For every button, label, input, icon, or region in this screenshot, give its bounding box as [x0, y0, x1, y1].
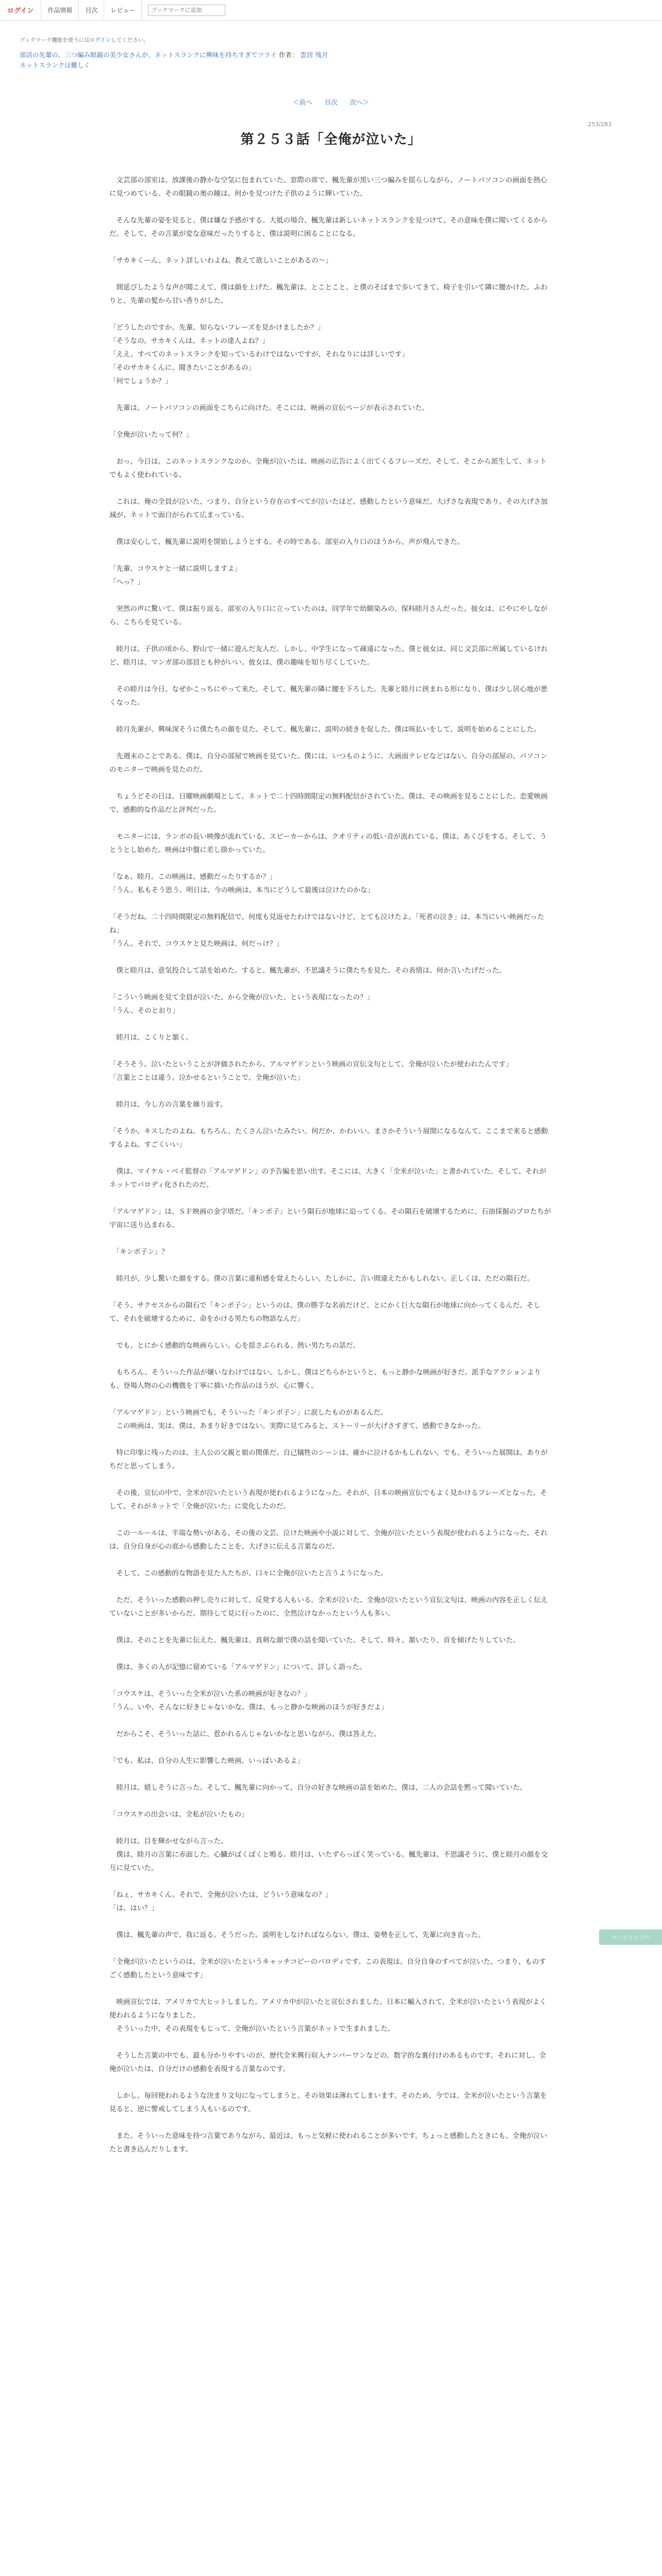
blank-line: [109, 1513, 553, 1527]
blank-line: [109, 1620, 553, 1634]
blank-line: [109, 857, 553, 870]
paragraph: 「どうしたのですか、先輩。知らないフレーズを見かけましたか？」: [109, 324, 325, 332]
paragraph: 「こういう映画を見て全員が泣いた、から全俺が泣いた、という表現になったの？」: [109, 993, 374, 1002]
paragraph: ただ、そういった感動の押し売りに対して、反発する人もいる。全米が泣いた、全俺が泣いたという宣伝文句は、映画の内容を正しく伝えていないことが多いからだ。期待して見に行ったのに、全然泣けなかったという人も多い。: [109, 1596, 548, 1618]
paragraph: その睦月は今日、なぜかこっちにやって来た。そして、楓先輩の隣に腰を下ろした。先輩と睦月に挟まれる形になり、僕は少し居心地が悪くなった。: [109, 685, 548, 707]
paragraph: 睦月は、今し方の言葉を繰り返す。: [109, 1100, 227, 1109]
blank-line: [109, 1580, 553, 1594]
paragraph: 「うん。私もそう思う。明日は、今の映画は、本当にどうして最後は泣けたのかな」: [109, 886, 374, 894]
paragraph: 「全俺が泣いたというのは、全米が泣いたというキャッチコピーのパロディです。この表現は、自分自身のすべてが泣いた、つまり、ものすごく感動したという意味です」: [109, 1958, 546, 1979]
paragraph: 睦月は、こくりと頷く。: [109, 1033, 193, 1042]
paragraph: 「うん。それで、コウスケと見た映画は、何だっけ？」: [109, 940, 284, 948]
paragraph: 僕は、マイケル・ベイ監督の「アルマゲドン」の予告編を思い出す。そこには、大きく「全米が泣いた」と書かれていた。そして、それがネットでパロディ化されたのだ。: [109, 1167, 547, 1189]
paragraph: そういった中、その表現をもじって、全俺が泣いたという言葉がネットで生まれました。: [109, 2025, 395, 2033]
nav-item-toc[interactable]: 目次: [79, 0, 104, 21]
blank-line: [109, 669, 553, 683]
blank-line: [109, 1768, 553, 1781]
paragraph: そんな先輩の姿を見ると、僕は嫌な予感がする。大抵の場合、楓先輩は新しいネットスランクを見つけて、その意味を僕に聞いてくるからだ。そして、その言葉が変な意味だったりすると、僕は説明に困ることになる。: [109, 216, 548, 238]
login-link[interactable]: ログイン: [0, 0, 41, 21]
bookmark-notice: [20, 36, 642, 44]
blank-line: [109, 1018, 553, 1031]
blank-line: [109, 388, 553, 401]
blank-line: [109, 1794, 553, 1808]
blank-line: [109, 736, 553, 750]
novel-body: [109, 174, 553, 2156]
paragraph: 「そのサカキくんに、聞きたいことがあるの」: [109, 364, 256, 372]
blank-line: [109, 1915, 553, 1928]
blank-line: [109, 2116, 553, 2129]
paragraph: そして、この感動的な物語を見た人たちが、口々に全俺が泣いたと言うようになった。: [109, 1569, 388, 1578]
paragraph: この映画は、実は、僕は、あまり好きではない。実際に見てみると、ストーリーが大げさすぎて、感動できなかった。: [109, 1422, 485, 1430]
blank-line: [109, 629, 553, 642]
page-top-button[interactable]: ページトップへ: [599, 1929, 662, 1945]
paragraph: また、そういった意味を持つ言葉でありながら、最近は、もっと気軽に使われることが多いです。ちょっと感動したときにも、全俺が泣いたと書き込んだりします。: [109, 2132, 548, 2154]
paragraph: 「でも、私は、自分の人生に影響した映画、いっぱいあるよ」: [109, 1757, 304, 1765]
blank-line: [109, 709, 553, 723]
blank-line: [109, 1875, 553, 1888]
paragraph: 「へっ？」: [109, 578, 144, 586]
blank-line: [109, 977, 553, 991]
paragraph: 映画宣伝では、アメリカで大ヒットしました。アメリカ中が泣いたと宣伝されました。日本に輸入されて、全米が泣いたという表現がよく使われるようになりました。: [109, 1998, 547, 2020]
blank-line: [109, 1285, 553, 1299]
blank-line: [109, 267, 553, 281]
blank-line: [109, 1982, 553, 1995]
paragraph: この一ルールは、半端な勢いがある。その後の文芸、泣けた映画や小説に対して、全俺が泣いたという表現が使われるようになった。それは、自分自身が心の底から感動したことを、大げさに伝える言葉なのだ。: [109, 1529, 548, 1551]
paragraph: 僕は、睦月の言葉に赤面した。心臓がばくばくと鳴る。睦月は、いたずらっぽく笑っている。楓先輩は、不思議そうに、僕と睦月の顔を交互に見ていた。: [109, 1851, 548, 1872]
blank-line: [109, 1714, 553, 1727]
paragraph: 「ねぇ、サカキくん。それで、全俺が泣いたは、どういう意味なの？」: [109, 1891, 333, 1899]
paragraph: 特に印象に残ったのは、主人公の父親と娘の関係だ。自己犠牲のシーンは、確かに泣けるかもしれない。でも、そういった展開は、ありがちだと思ってしまう。: [109, 1449, 548, 1470]
blank-line: [109, 1192, 553, 1205]
notice-login-link[interactable]: ログイン: [89, 37, 111, 43]
paragraph: だからこそ、そういった話に、惹かれるんじゃないかなと思いながら、僕は答えた。: [109, 1730, 381, 1738]
paragraph: 睦月が、少し驚いた顔をする。僕の言葉に違和感を覚えたらしい。たしかに、言い間違えたかもしれない。正しくは、ただの隕石だ。: [109, 1275, 534, 1283]
paragraph: 僕は、多くの人が記憶に留めている「アルマゲドン」について、詳しく語った。: [109, 1663, 367, 1671]
blank-line: [109, 308, 553, 321]
paragraph: 間延びしたような声が聞こえて、僕は顔を上げた。楓先輩は、とことこと、と僕のそばまで歩いてきて、椅子を引いて隣に腰かけた。ふわりと、先輩の髪から甘い香りがした。: [109, 283, 548, 305]
paragraph: その後、宣伝の中で、全米が泣いたという表現が使われるようになった。それが、日本の映画宣伝でもよく見かけるフレーズとなった。そして、それがネットで「全俺が泣いた」に変化したのだ。: [109, 1489, 548, 1511]
paragraph: 文芸部の部室は、放課後の静かな空気に包まれていた。窓際の席で、楓先輩が黒い三つ編みを揺らしながら、ノートパソコンの画面を熱心に見つめている。その眼鏡の奥の瞳は、何かを見つけた子供のように輝いていた。: [109, 176, 548, 198]
paragraph: 僕は、楓先輩の声で、我に返る。そうだった。説明をしなければならない。僕は、姿勢を正して、先輩に向き直った。: [109, 1931, 485, 1939]
paragraph: 先週末のことである。僕は、自分の部屋で映画を見ていた。僕には、いつものように、大画面テレビなどはない。自分の部屋の、パソコンのモニターで映画を見たのだ。: [109, 752, 548, 774]
paragraph: しかし、毎回使われるような決まり文句になってしまうと、その効果は薄れてしまいます。そのため、今では、全米が泣いたという言葉を見ると、逆に警戒してしまう人もいるのです。: [109, 2092, 547, 2113]
blank-line: [109, 522, 553, 535]
paragraph: もちろん、そういった作品が嫌いなわけではない。しかし、僕はどちらかというと、もっと静かな映画が好きだ。派手なアクションよりも、登場人物の心の機微を丁寧に描いた作品のほうが、心に響く。: [109, 1368, 541, 1390]
blank-line: [109, 1647, 553, 1660]
paragraph: モニターには、ランボの長い映像が流れている。スピーカーからは、クオリティの低い音が流れている。僕は、あくびをする。そして、うとうとし始めた。映画は中盤に差し掛かっていた。: [109, 833, 547, 854]
blank-line: [109, 1084, 553, 1098]
paragraph: 睦月先輩が、興味深そうに僕たちの顔を見た。そして、楓先輩に、説明の続きを促した。僕は咳払いをして、説明を始めることにした。: [109, 725, 541, 734]
paragraph: 僕は安心して、楓先輩に説明を開始しようとする。その時である。部室の入り口のほうから、声が飛んできた。: [109, 538, 465, 546]
blank-line: [109, 200, 553, 214]
nav-item-review[interactable]: レビュー: [104, 0, 142, 21]
blank-line: [109, 951, 553, 964]
blank-line: [109, 241, 553, 254]
blank-line: [109, 1674, 553, 1687]
paragraph: 「うん、そのとおり」: [109, 1007, 179, 1015]
blank-line: [109, 1352, 553, 1366]
blank-line: [109, 776, 553, 790]
chapter-title: 第２５３話「全俺が泣いた」: [240, 132, 422, 147]
blank-line: [109, 482, 553, 495]
author-link[interactable]: 雲居 残月: [300, 51, 328, 59]
author-label: 作者：: [278, 51, 299, 59]
paragraph: 「キンポ子ン」？: [109, 1248, 169, 1256]
paragraph: 突然の声に驚いて、僕は振り返る。部室の入り口に立っていたのは、同学年で幼馴染みの、保科睦月さんだった。彼女は、にやにやしながら、こちらを見ている。: [109, 605, 548, 626]
blank-line: [109, 415, 553, 428]
blank-line: [109, 1942, 553, 1955]
next-link[interactable]: 次へ＞: [350, 98, 369, 106]
blank-line: [109, 442, 553, 455]
paragraph: 「アルマゲドン」という映画でも、そういった「キンポ子ン」に涙したものがあるんだ。: [109, 1409, 388, 1417]
paragraph: 睦月は、子供の頃から、野山で一緒に遊んだ友人だ。しかし、中学生になって疎遠になった。僕と彼女は、同じ文芸部に所属しているけれど、睦月は、マンガ部の部員とも仲がいい。彼女は、僕の趣味を知り尽くしていた。: [109, 645, 548, 667]
pager-top: [20, 97, 642, 107]
paragraph: ちょうどその日は、日曜映画劇場として、ネットで二十四時間限定の無料配信がされていた。僕は、その映画を見ることにした。恋愛映画で、感動的な作品だと評判だった。: [109, 792, 548, 814]
paragraph: 「そうなの。サカキくんは、ネットの達人よね？」: [109, 337, 269, 345]
blank-line: [109, 2036, 553, 2049]
bookmark-input[interactable]: [148, 5, 225, 16]
paragraph: 「何でしょうか？」: [109, 377, 172, 385]
paragraph: 先輩は、ノートパソコンの画面をこちらに向けた。そこには、映画の宣伝ページが表示されていた。: [109, 404, 429, 412]
prev-link[interactable]: ＜前へ: [292, 98, 312, 106]
chapter-group: ネットスランクは難しく: [20, 61, 91, 69]
blank-line: [109, 1151, 553, 1165]
blank-line: [109, 1821, 553, 1835]
paragraph: これは、俺の全員が泣いた、つまり、自分という存在のすべてが泣いたほど、感動したという意味だ。大げさな表現であり、その大げさ加減が、ネットで面白がられて広まっている。: [109, 498, 548, 519]
paragraph: 「なぁ、睦月。この映画は、感動だったりするか？」: [109, 873, 276, 881]
top-navigation-bar: [0, 0, 662, 21]
blank-line: [109, 1044, 553, 1058]
notice-prefix: ブックマーク機能を使うには: [20, 37, 90, 43]
paragraph: 「そうそう。泣いたということが評価されたから、アルマゲドンという映画の宣伝文句として、全俺が泣いたが使われたんです」: [109, 1060, 513, 1069]
nav-item-info[interactable]: 作品情報: [41, 0, 79, 21]
blank-line: [109, 1473, 553, 1486]
blank-line: [109, 549, 553, 562]
blank-line: [109, 1259, 553, 1272]
paragraph: 「アルマゲドン」は、ＳＦ映画の金字塔だ。「キンポ子」という隕石が地球に迫ってくる。その隕石を破壊するために、石油採掘のプロたちが宇宙に送り込まれる。: [109, 1208, 551, 1229]
toc-link[interactable]: 目次: [324, 98, 338, 106]
notice-suffix: してください。: [111, 37, 149, 43]
paragraph: おっ、今日は、このネットスランクなのか。全俺が泣いたは、映画の広告によく出てくるフレーズだ。そして、そこから派生して、ネットでもよく使われている。: [109, 457, 547, 479]
paragraph: 僕と睦月は、意気投合して話を始めた。すると、楓先輩が、不思議そうに僕たちを見た。その表情は、何か言いたげだった。: [109, 967, 506, 975]
paragraph: 「サカキくーん。ネット詳しいわよね。教えて欲しいことがあるの〜」: [109, 257, 333, 265]
paragraph: 睦月は、嬉しそうに言った。そして、楓先輩に向かって、自分の好きな映画の話を始めた。僕は、二人の会話を黙って聞いていた。: [109, 1784, 527, 1792]
paragraph: 「コウスケは、そういった全米が泣いた系の映画が好きなの？」: [109, 1690, 311, 1698]
paragraph: 「そうだね。二十四時間限定の無料配信で、何度も見返せたわけではないけど、とても泣けたよ。「死者の泣き」は、本当にいい映画だったね」: [109, 913, 544, 935]
blank-line: [109, 897, 553, 910]
blank-line: [109, 1553, 553, 1567]
blank-line: [109, 1393, 553, 1406]
novel-title-link[interactable]: 部活の先輩の、三つ編み眼鏡の美少女さんが、ネットスランクに興味を持ちすぎてツライ: [20, 51, 277, 59]
blank-line: [109, 589, 553, 602]
paragraph: 「全俺が泣いたって何？」: [109, 431, 193, 439]
paragraph: 僕は、そのことを先輩に伝えた。楓先輩は、真剣な顔で僕の話を聞いていた。そして、時々、頷いたり、首を傾げたりしていた。: [109, 1636, 520, 1645]
page-content: [0, 36, 662, 2156]
blank-line: [109, 1433, 553, 1446]
blank-line: [109, 1326, 553, 1339]
blank-line: [109, 1111, 553, 1125]
paragraph: そうした言葉の中でも、最も分かりやすいのが、歴代全米興行収入ナンバーワンなどの、数字的な裏付けのあるものです。それに対し、全俺が泣いたは、自分だけの感動を表現する言葉なのです。: [109, 2052, 547, 2073]
page-number: 253/283: [588, 121, 611, 128]
paragraph: 「先輩、コウスケと一緒に説明しますよ」: [109, 565, 242, 573]
paragraph: 「言葉とことは違う。泣かせるということで、全俺が泣いた」: [109, 1074, 304, 1082]
paragraph: でも、とにかく感動的な映画らしい。心を揺さぶられる、熱い男たちの話だ。: [109, 1342, 360, 1350]
paragraph: 「そうか。キスしたのよね。もちろん、たくさん泣いたみたい。何だか、かわいい。まさかそういう展開になるなんて。ここまで来ると感動するよね。すごくいい」: [109, 1127, 548, 1149]
paragraph: 「そう、サクセスからの隕石で「キンポ子ン」というのは、僕の勝手な名前だけど、とにかく巨大な隕石が地球に向かってくるんだ。そして、それを破壊するために、命をかける男たちの物語なんだ」: [109, 1301, 541, 1323]
paragraph: 「うん。いや、そんなに好きじゃないかな。僕は、もっと静かな映画のほうが好きだよ」: [109, 1703, 388, 1711]
blank-line: [109, 817, 553, 830]
paragraph: 「ええ。すべてのネットスランクを知っているわけではないですが、それなりには詳しいです」: [109, 350, 409, 359]
blank-line: [109, 1232, 553, 1245]
paragraph: 睦月は、目を輝かせながら言った。: [109, 1837, 228, 1845]
paragraph: 「コウスケの出会いは、全私が泣いたもの」: [109, 1810, 249, 1819]
paragraph: 「は、はい？」: [109, 1904, 158, 1912]
novel-header: [20, 50, 642, 71]
blank-line: [109, 1741, 553, 1754]
blank-line: [109, 2076, 553, 2089]
